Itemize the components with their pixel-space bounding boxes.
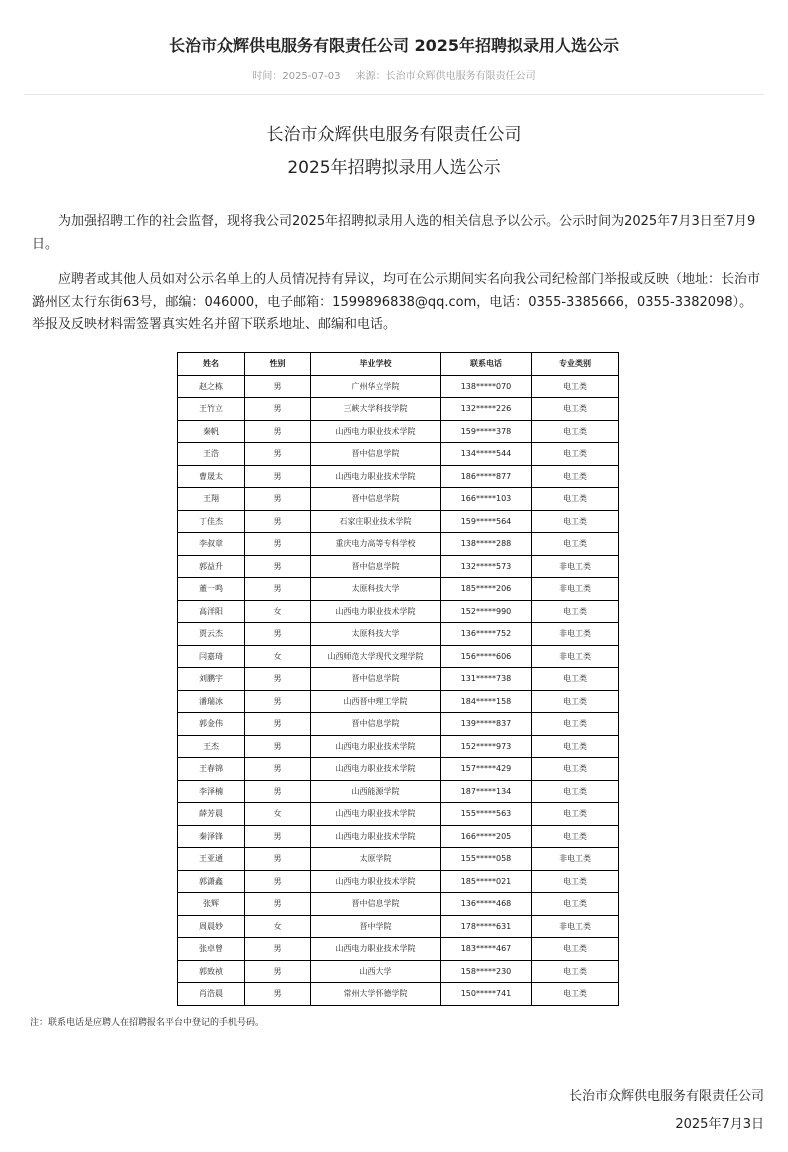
cell-name: 肖浩晨 xyxy=(178,983,245,1006)
cell-category: 非电工类 xyxy=(532,623,619,646)
cell-school: 晋中信息学院 xyxy=(311,555,441,578)
header-name: 姓名 xyxy=(178,353,245,376)
cell-gender: 女 xyxy=(245,600,311,623)
cell-phone: 138*****288 xyxy=(441,533,532,556)
cell-phone: 184*****158 xyxy=(441,690,532,713)
table-row xyxy=(178,623,619,646)
cell-school: 山西晋中理工学院 xyxy=(311,690,441,713)
objection-paragraph: 应聘者或其他人员如对公示名单上的人员情况持有异议，均可在公示期间实名向我公司纪检部门举报或反映（地址：长治市潞州区太行东街63号，邮编：046000，电子邮箱：1599896838@qq.com，电话：0355-3385666，0355-3382098）。举报及反映材料需签署真实姓名并留下联系地址、邮编和电话。 xyxy=(32,272,761,332)
cell-phone: 136*****468 xyxy=(441,893,532,916)
cell-school: 三峡大学科技学院 xyxy=(311,398,441,421)
table-row xyxy=(178,758,619,781)
cell-gender: 女 xyxy=(245,915,311,938)
cell-category: 电工类 xyxy=(532,713,619,736)
cell-phone: 131*****738 xyxy=(441,668,532,691)
cell-phone: 136*****752 xyxy=(441,623,532,646)
cell-name: 李泽楠 xyxy=(178,780,245,803)
cell-school: 太原学院 xyxy=(311,848,441,871)
cell-school: 晋中信息学院 xyxy=(311,443,441,466)
cell-gender: 男 xyxy=(245,735,311,758)
table-row xyxy=(178,555,619,578)
table-row xyxy=(178,825,619,848)
cell-category: 电工类 xyxy=(532,758,619,781)
table-row xyxy=(178,870,619,893)
cell-phone: 159*****564 xyxy=(441,510,532,533)
cell-school: 山西电力职业技术学院 xyxy=(311,420,441,443)
cell-gender: 男 xyxy=(245,825,311,848)
cell-gender: 男 xyxy=(245,443,311,466)
cell-name: 王杰 xyxy=(178,735,245,758)
cell-school: 山西电力职业技术学院 xyxy=(311,870,441,893)
cell-school: 山西电力职业技术学院 xyxy=(311,938,441,961)
cell-phone: 155*****563 xyxy=(441,803,532,826)
cell-school: 晋中学院 xyxy=(311,915,441,938)
cell-school: 重庆电力高等专科学校 xyxy=(311,533,441,556)
cell-phone: 134*****544 xyxy=(441,443,532,466)
cell-category: 电工类 xyxy=(532,600,619,623)
cell-category: 电工类 xyxy=(532,893,619,916)
cell-phone: 183*****467 xyxy=(441,938,532,961)
table-row xyxy=(178,510,619,533)
cell-gender: 男 xyxy=(245,690,311,713)
cell-school: 山西能源学院 xyxy=(311,780,441,803)
cell-category: 非电工类 xyxy=(532,645,619,668)
cell-school: 山西电力职业技术学院 xyxy=(311,465,441,488)
article-source: 来源：长治市众辉供电服务有限责任公司 xyxy=(355,71,536,82)
cell-category: 电工类 xyxy=(532,375,619,398)
cell-name: 丁佳杰 xyxy=(178,510,245,533)
cell-name: 李叔章 xyxy=(178,533,245,556)
header-school: 毕业学校 xyxy=(311,353,441,376)
table-row xyxy=(178,398,619,421)
cell-name: 张卓曾 xyxy=(178,938,245,961)
document-heading-line1: 长治市众辉供电服务有限责任公司 xyxy=(266,125,522,145)
cell-gender: 男 xyxy=(245,713,311,736)
cell-school: 太原科技大学 xyxy=(311,623,441,646)
cell-category: 非电工类 xyxy=(532,915,619,938)
signature-date: 2025年7月3日 xyxy=(675,1117,764,1132)
cell-school: 山西电力职业技术学院 xyxy=(311,758,441,781)
cell-category: 非电工类 xyxy=(532,555,619,578)
cell-name: 郭致祯 xyxy=(178,960,245,983)
footnote: 注：联系电话是应聘人在招聘报名平台中登记的手机号码。 xyxy=(30,1018,265,1028)
cell-phone: 185*****206 xyxy=(441,578,532,601)
publish-time: 时间：2025-07-03 xyxy=(252,71,341,82)
cell-gender: 男 xyxy=(245,375,311,398)
candidate-table xyxy=(177,352,619,1006)
cell-name: 秦泽锋 xyxy=(178,825,245,848)
cell-school: 太原科技大学 xyxy=(311,578,441,601)
cell-school: 晋中信息学院 xyxy=(311,668,441,691)
cell-gender: 男 xyxy=(245,893,311,916)
cell-phone: 152*****973 xyxy=(441,735,532,758)
cell-school: 山西电力职业技术学院 xyxy=(311,735,441,758)
table-row xyxy=(178,735,619,758)
cell-school: 广州华立学院 xyxy=(311,375,441,398)
cell-phone: 159*****378 xyxy=(441,420,532,443)
header-phone: 联系电话 xyxy=(441,353,532,376)
cell-name: 薛芳晨 xyxy=(178,803,245,826)
cell-gender: 男 xyxy=(245,870,311,893)
cell-name: 高洋阳 xyxy=(178,600,245,623)
cell-name: 董一鸣 xyxy=(178,578,245,601)
article-meta xyxy=(0,67,788,82)
cell-gender: 女 xyxy=(245,645,311,668)
table-row xyxy=(178,780,619,803)
table-row xyxy=(178,465,619,488)
table-row xyxy=(178,668,619,691)
cell-category: 非电工类 xyxy=(532,848,619,871)
cell-name: 刘鹏宇 xyxy=(178,668,245,691)
table-row xyxy=(178,893,619,916)
cell-name: 潘瑞冰 xyxy=(178,690,245,713)
cell-phone: 132*****573 xyxy=(441,555,532,578)
cell-name: 王竹立 xyxy=(178,398,245,421)
cell-gender: 男 xyxy=(245,668,311,691)
cell-category: 电工类 xyxy=(532,488,619,511)
cell-school: 石家庄职业技术学院 xyxy=(311,510,441,533)
cell-name: 闫嘉琦 xyxy=(178,645,245,668)
intro-paragraph: 为加强招聘工作的社会监督，现将我公司2025年招聘拟录用人选的相关信息予以公示。公示时间为2025年7月3日至7月9日。 xyxy=(32,214,756,252)
cell-name: 郭潇鑫 xyxy=(178,870,245,893)
cell-gender: 男 xyxy=(245,398,311,421)
table-row xyxy=(178,600,619,623)
table-row xyxy=(178,533,619,556)
cell-gender: 男 xyxy=(245,465,311,488)
cell-phone: 185*****021 xyxy=(441,870,532,893)
header-category: 专业类别 xyxy=(532,353,619,376)
cell-phone: 178*****631 xyxy=(441,915,532,938)
cell-gender: 女 xyxy=(245,803,311,826)
cell-phone: 157*****429 xyxy=(441,758,532,781)
cell-name: 秦帆 xyxy=(178,420,245,443)
cell-school: 山西电力职业技术学院 xyxy=(311,600,441,623)
cell-gender: 男 xyxy=(245,420,311,443)
cell-gender: 男 xyxy=(245,510,311,533)
cell-category: 电工类 xyxy=(532,960,619,983)
table-row xyxy=(178,645,619,668)
cell-category: 电工类 xyxy=(532,420,619,443)
page-title: 长治市众辉供电服务有限责任公司 2025年招聘拟录用人选公示 xyxy=(168,36,620,55)
cell-school: 常州大学怀德学院 xyxy=(311,983,441,1006)
table-row xyxy=(178,443,619,466)
cell-gender: 男 xyxy=(245,938,311,961)
table-row xyxy=(178,420,619,443)
cell-gender: 男 xyxy=(245,983,311,1006)
cell-gender: 男 xyxy=(245,578,311,601)
table-row xyxy=(178,375,619,398)
cell-school: 山西电力职业技术学院 xyxy=(311,825,441,848)
cell-name: 王翔 xyxy=(178,488,245,511)
cell-category: 电工类 xyxy=(532,983,619,1006)
cell-phone: 155*****058 xyxy=(441,848,532,871)
cell-phone: 166*****103 xyxy=(441,488,532,511)
cell-category: 电工类 xyxy=(532,398,619,421)
cell-phone: 139*****837 xyxy=(441,713,532,736)
cell-name: 赵之栋 xyxy=(178,375,245,398)
cell-gender: 男 xyxy=(245,488,311,511)
cell-school: 山西电力职业技术学院 xyxy=(311,803,441,826)
table-row xyxy=(178,803,619,826)
cell-category: 电工类 xyxy=(532,803,619,826)
signature-organization: 长治市众辉供电服务有限责任公司 xyxy=(568,1089,764,1104)
cell-category: 电工类 xyxy=(532,735,619,758)
cell-gender: 男 xyxy=(245,555,311,578)
cell-phone: 132*****226 xyxy=(441,398,532,421)
table-row xyxy=(178,938,619,961)
table-header-row xyxy=(178,353,619,376)
cell-school: 晋中信息学院 xyxy=(311,893,441,916)
cell-category: 电工类 xyxy=(532,690,619,713)
cell-phone: 158*****230 xyxy=(441,960,532,983)
table-row xyxy=(178,713,619,736)
table-row xyxy=(178,578,619,601)
cell-name: 王春锦 xyxy=(178,758,245,781)
cell-phone: 152*****990 xyxy=(441,600,532,623)
cell-name: 张辉 xyxy=(178,893,245,916)
cell-category: 电工类 xyxy=(532,465,619,488)
cell-gender: 男 xyxy=(245,780,311,803)
cell-school: 晋中信息学院 xyxy=(311,713,441,736)
cell-phone: 150*****741 xyxy=(441,983,532,1006)
table-row xyxy=(178,690,619,713)
table-row xyxy=(178,983,619,1006)
cell-phone: 156*****606 xyxy=(441,645,532,668)
document-heading-line2: 2025年招聘拟录用人选公示 xyxy=(287,158,501,178)
cell-gender: 男 xyxy=(245,960,311,983)
table-row xyxy=(178,960,619,983)
cell-phone: 166*****205 xyxy=(441,825,532,848)
table-row xyxy=(178,915,619,938)
cell-category: 非电工类 xyxy=(532,578,619,601)
table-row xyxy=(178,848,619,871)
cell-gender: 男 xyxy=(245,623,311,646)
cell-category: 电工类 xyxy=(532,938,619,961)
cell-phone: 187*****134 xyxy=(441,780,532,803)
cell-category: 电工类 xyxy=(532,668,619,691)
cell-category: 电工类 xyxy=(532,533,619,556)
cell-gender: 男 xyxy=(245,848,311,871)
cell-category: 电工类 xyxy=(532,510,619,533)
header-divider xyxy=(24,94,764,95)
cell-name: 王亚通 xyxy=(178,848,245,871)
header-gender: 性别 xyxy=(245,353,311,376)
cell-name: 贾云杰 xyxy=(178,623,245,646)
cell-category: 电工类 xyxy=(532,780,619,803)
cell-school: 山西大学 xyxy=(311,960,441,983)
cell-category: 电工类 xyxy=(532,870,619,893)
cell-category: 电工类 xyxy=(532,825,619,848)
cell-name: 王浩 xyxy=(178,443,245,466)
cell-gender: 男 xyxy=(245,758,311,781)
table-row xyxy=(178,488,619,511)
cell-name: 周晨妙 xyxy=(178,915,245,938)
cell-category: 电工类 xyxy=(532,443,619,466)
cell-phone: 186*****877 xyxy=(441,465,532,488)
cell-school: 晋中信息学院 xyxy=(311,488,441,511)
cell-name: 郭益升 xyxy=(178,555,245,578)
cell-name: 曹晟太 xyxy=(178,465,245,488)
cell-gender: 男 xyxy=(245,533,311,556)
cell-name: 郭金伟 xyxy=(178,713,245,736)
cell-school: 山西师范大学现代文理学院 xyxy=(311,645,441,668)
cell-phone: 138*****070 xyxy=(441,375,532,398)
